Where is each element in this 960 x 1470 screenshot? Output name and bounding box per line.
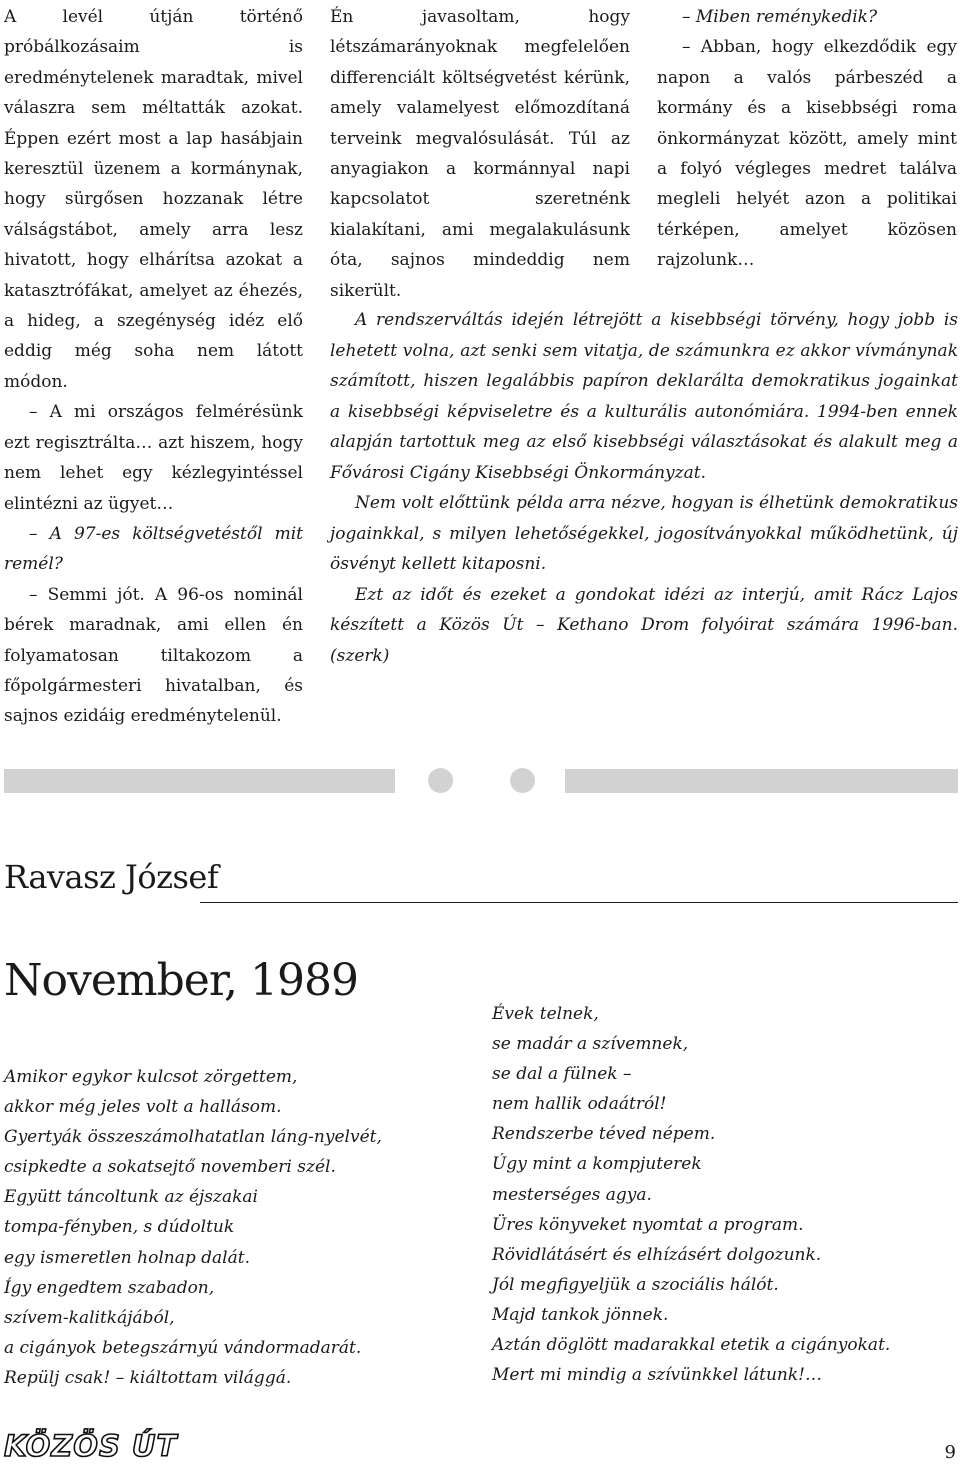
poem-line: Aztán döglött madarakkal etetik a cigányokat. — [492, 1335, 891, 1356]
poem-line: tompa-fényben, s dúdoltuk — [4, 1217, 235, 1238]
question: – A 97-es költségvetéstől mit remél? — [4, 523, 303, 575]
poem-line: Üres könyveket nyomtat a program. — [492, 1214, 804, 1235]
question: – Miben reménykedik? — [682, 7, 878, 27]
poem-line: Jól megfigyeljük a szociális hálót. — [492, 1274, 779, 1295]
poem-stanza-right — [492, 999, 890, 1390]
article-column-3 — [657, 2, 957, 276]
paragraph: A levél útján történő próbálkozásaim is eredménytelenek maradtak, mivel válaszra sem méltatták azokat. Éppen ezért most a lap hasábjain keresztül üzenem a kormánynak, hogy sürgősen hozzanak létre válságstábot, amely arra lesz hivatott, hogy elhárítsa azokat a katasztrófákat, amelyet az éhezés, a hideg, a szegénység idéz elő eddig még soha nem látott módon. — [4, 7, 303, 392]
author-rule — [200, 902, 958, 903]
poem-line: Így engedtem szabadon, — [4, 1277, 215, 1298]
poem-line: Rövidlátásért és elhízásért dolgozunk. — [492, 1244, 822, 1265]
divider-dot — [428, 768, 453, 793]
section-divider-left — [4, 769, 395, 793]
poem-line: se madár a szívemnek, — [492, 1034, 689, 1055]
poem-line: Együtt táncoltunk az éjszakai — [4, 1187, 258, 1208]
poem-line: mesterséges agya. — [492, 1184, 652, 1205]
poem-line: egy ismeretlen holnap dalát. — [4, 1247, 250, 1268]
divider-dot — [510, 768, 535, 793]
paragraph: – A mi országos felmérésünk ezt regisztrálta… azt hiszem, hogy nem lehet egy kézlegyintéssel elintézni az ügyet… — [4, 402, 303, 514]
poem-line: nem hallik odaátról! — [492, 1094, 667, 1115]
poem-line: akkor még jeles volt a hallásom. — [4, 1097, 282, 1118]
paragraph: – Semmi jót. A 96-os nominál bérek maradnak, ami ellen én folyamatosan tiltakozom a főpolgármesteri hivatalban, és sajnos ezidáig eredménytelenül. — [4, 584, 303, 727]
poem-line: a cigányok betegszárnyú vándormadarát. — [4, 1337, 362, 1358]
paragraph: Nem volt előttünk példa arra nézve, hogyan is élhetünk demokratikus jogainkkal, s milyen lehetőségekkel, jogosítványokkal működhetünk, új ösvényt kellett kitaposni. — [330, 493, 958, 574]
poem-line: csipkedte a sokatsejtő novemberi szél. — [4, 1157, 336, 1178]
poem-line: Mert mi mindig a szívünkkel látunk!… — [492, 1365, 822, 1386]
poem-stanza-left — [4, 1062, 382, 1393]
magazine-logo: KÖZÖS ÚT — [4, 1429, 178, 1463]
page-number: 9 — [944, 1442, 956, 1463]
article-column-2 — [330, 2, 630, 306]
poem-title: November, 1989 — [4, 955, 358, 1006]
poem-line: Majd tankok jönnek. — [492, 1304, 669, 1325]
poem-line: Évek telnek, — [492, 1004, 599, 1024]
poem-line: se dal a fülnek – — [492, 1064, 632, 1085]
paragraph: Ezt az időt és ezeket a gondokat idézi az interjú, amit Rácz Lajos készített a Közös Út – Kethano Drom folyóirat számára 1996-ban. (szerk) — [330, 584, 958, 666]
poem-line: Úgy mint a kompjuterek — [492, 1154, 702, 1175]
poem-line: Rendszerbe téved népem. — [492, 1124, 716, 1145]
paragraph: Én javasoltam, hogy létszámarányoknak megfelelően differenciált költségvetést kérünk, amely valamelyest előmozdítaná terveink megvalósulását. Túl az anyagiakon a kormánnyal napi kapcsolatot szeretnénk kialakítani, ami megalakulásunk óta, sajnos mindeddig nem sikerült. — [330, 7, 630, 301]
paragraph: – Abban, hogy elkezdődik egy napon a valós párbeszéd a kormány és a kisebbségi roma önkormányzat között, amely mint a folyó végleges medret találva megleli helyét azon a politikai térképen, amelyet közösen rajzolunk… — [657, 37, 957, 271]
poem-line: Amikor egykor kulcsot zörgettem, — [4, 1067, 298, 1087]
poem-line: szívem-kalitkájából, — [4, 1307, 175, 1328]
poem-line: Repülj csak! – kiáltottam világgá. — [4, 1367, 292, 1388]
section-divider-right — [565, 769, 958, 793]
paragraph: A rendszerváltás idején létrejött a kisebbségi törvény, hogy jobb is lehetett volna, azt senki sem vitatja, de számunkra ez akkor vívmánynak számított, hiszen legalábbis papíron deklarálta demokratikus jogainkat a kisebbségi képviseletre és a kulturális autonómiára. 1994-ben ennek alapján tartottuk meg az első kisebbségi választásokat és alakult meg a Fővárosi Cigány Kisebbségi Önkormányzat. — [330, 310, 958, 483]
editorial-note — [330, 305, 958, 671]
article-column-1 — [4, 2, 303, 732]
poem-author: Ravasz József — [4, 858, 219, 896]
poem-line: Gyertyák összeszámolhatatlan láng-nyelvét, — [4, 1127, 382, 1148]
